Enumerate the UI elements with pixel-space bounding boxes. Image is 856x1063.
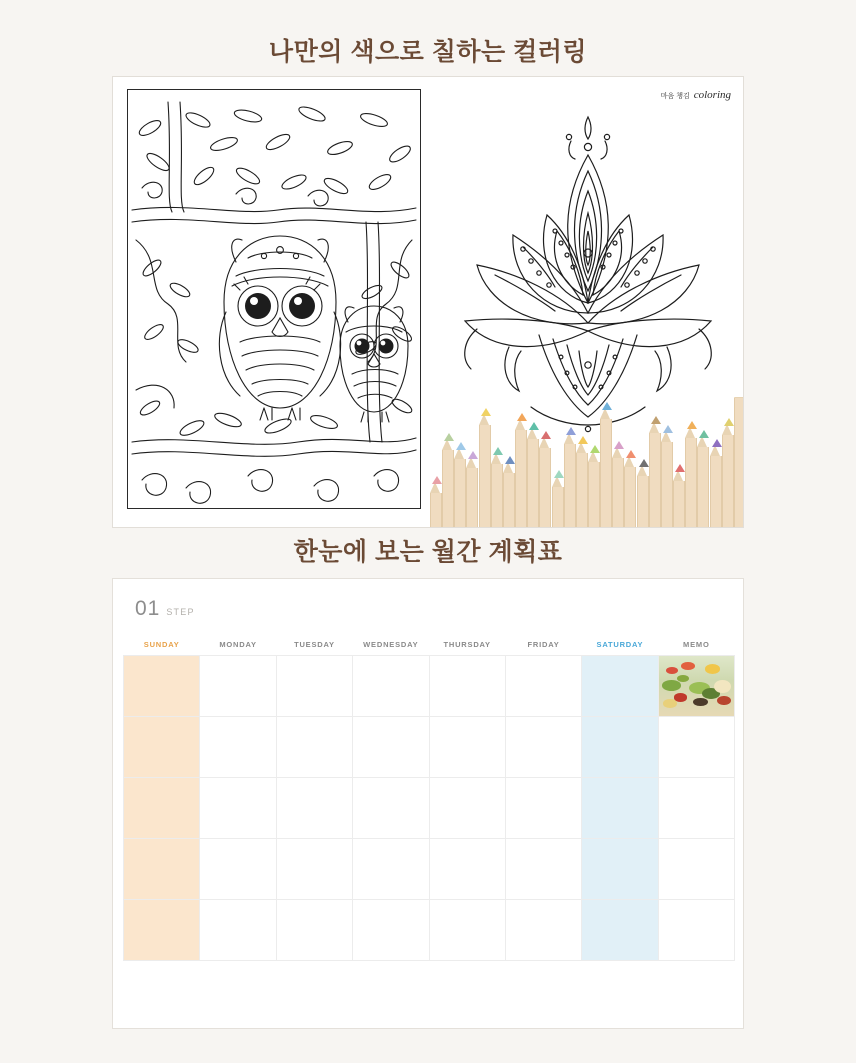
colored-pencil <box>588 462 600 527</box>
calendar-day-cell[interactable] <box>124 717 200 778</box>
colored-pencil <box>564 444 576 527</box>
calendar-day-cell[interactable] <box>582 717 658 778</box>
colored-pencil <box>710 456 722 527</box>
colored-pencil <box>600 419 612 527</box>
colored-pencil <box>661 442 673 527</box>
food-detail <box>663 699 677 707</box>
calendar-week-row <box>124 778 735 839</box>
calendar-day-cell[interactable] <box>353 656 429 717</box>
pencil-lead <box>626 450 636 458</box>
colored-pencil <box>637 476 649 527</box>
pencil-lead <box>505 456 515 464</box>
planner-step-label: STEP <box>166 607 195 617</box>
brand-name-en: coloring <box>693 89 731 101</box>
calendar-day-cell[interactable] <box>124 900 200 961</box>
pencil-lead <box>554 470 564 478</box>
planner-step-number: 01 <box>135 597 161 620</box>
page-title-coloring: 나만의 색으로 칠하는 컬러링 <box>268 38 588 66</box>
calendar-column-header: MEMO <box>683 639 710 649</box>
planner-step-header <box>135 597 195 621</box>
salad-photo-image <box>659 656 734 716</box>
calendar-day-cell[interactable] <box>658 839 734 900</box>
calendar-column-header: THURSDAY <box>443 639 491 649</box>
calendar-day-cell[interactable] <box>658 778 734 839</box>
page-title-planner: 한눈에 보는 월간 계획표 <box>293 538 563 566</box>
calendar-day-cell[interactable] <box>429 839 505 900</box>
calendar-day-cell[interactable] <box>200 656 276 717</box>
calendar-day-cell[interactable] <box>353 900 429 961</box>
colored-pencil <box>697 447 709 527</box>
pencil-lead <box>651 416 661 424</box>
calendar-week-row <box>124 839 735 900</box>
pencil-lead <box>493 447 503 455</box>
pencil-lead <box>699 430 709 438</box>
colored-pencil <box>612 458 624 527</box>
pencil-lead <box>712 439 722 447</box>
colored-pencil <box>442 450 454 527</box>
food-detail <box>662 680 682 691</box>
colored-pencil <box>515 430 527 527</box>
colored-pencil <box>539 448 551 527</box>
pencil-lead <box>724 418 734 426</box>
colored-pencils-photo <box>429 397 744 527</box>
calendar-day-cell[interactable] <box>658 900 734 961</box>
calendar-week-row <box>124 717 735 778</box>
pencil-lead <box>456 442 466 450</box>
pencil-lead <box>687 421 697 429</box>
calendar-day-cell[interactable] <box>353 839 429 900</box>
calendar-day-cell[interactable] <box>582 839 658 900</box>
food-detail <box>681 662 695 670</box>
pencil-lead <box>444 433 454 441</box>
colored-pencil <box>722 435 734 527</box>
pencil-lead <box>639 459 649 467</box>
calendar-column-header: MONDAY <box>219 639 257 649</box>
colored-pencil <box>454 459 466 527</box>
calendar-day-cell[interactable] <box>582 656 658 717</box>
calendar-day-cell[interactable] <box>658 717 734 778</box>
pencil-lead <box>663 425 673 433</box>
calendar-week-row <box>124 656 735 717</box>
colored-pencil <box>673 481 685 527</box>
colored-pencil <box>503 473 515 527</box>
calendar-day-cell[interactable] <box>505 900 581 961</box>
coloring-preview-panel <box>112 76 744 528</box>
lotus-mandala-svg <box>443 107 733 437</box>
lotus-mandala-line-art <box>443 107 733 437</box>
pencil-lead <box>602 402 612 410</box>
colored-pencil <box>624 467 636 527</box>
calendar-day-cell[interactable] <box>429 778 505 839</box>
food-detail <box>693 698 708 706</box>
calendar-day-cell[interactable] <box>505 656 581 717</box>
calendar-day-cell[interactable] <box>505 839 581 900</box>
pencil-lead <box>541 431 551 439</box>
monthly-planner-preview <box>112 578 744 1029</box>
calendar-day-cell[interactable] <box>124 839 200 900</box>
calendar-column-header: FRIDAY <box>527 639 560 649</box>
calendar-column-header: TUESDAY <box>294 639 335 649</box>
calendar-day-cell[interactable] <box>124 656 200 717</box>
food-detail <box>714 680 731 693</box>
pencil-lead <box>517 413 527 421</box>
colored-pencil <box>491 464 503 527</box>
calendar-day-cell[interactable] <box>276 717 352 778</box>
owl-line-art <box>127 89 421 509</box>
food-detail <box>677 675 689 682</box>
calendar-day-cell[interactable] <box>276 900 352 961</box>
calendar-column-header: SATURDAY <box>596 639 644 649</box>
colored-pencil <box>685 438 697 527</box>
colored-pencil <box>576 453 588 527</box>
calendar-week-row <box>124 900 735 961</box>
pencil-lead <box>566 427 576 435</box>
colored-pencil <box>649 433 661 527</box>
pencil-tip <box>734 397 744 398</box>
calendar-column-header: WEDNESDAY <box>363 639 419 649</box>
food-detail <box>666 667 678 674</box>
pencil-lead <box>590 445 600 453</box>
colored-pencil <box>466 468 478 527</box>
pencil-lead <box>578 436 588 444</box>
calendar-day-cell[interactable] <box>429 900 505 961</box>
calendar-day-cell[interactable] <box>276 656 352 717</box>
food-detail <box>717 696 731 706</box>
colored-pencil <box>734 398 744 527</box>
calendar-day-cell[interactable] <box>200 717 276 778</box>
food-detail <box>705 664 720 674</box>
calendar-day-cell[interactable] <box>505 778 581 839</box>
calendar-day-cell[interactable] <box>353 717 429 778</box>
pencil-lead <box>468 451 478 459</box>
calendar-day-cell[interactable] <box>200 839 276 900</box>
brand-name-kr: 마음 챙김 <box>660 93 690 100</box>
pencil-lead <box>675 464 685 472</box>
calendar-header-row <box>124 633 735 656</box>
colored-pencil <box>479 425 491 527</box>
calendar-day-cell[interactable] <box>429 656 505 717</box>
pencil-lead <box>529 422 539 430</box>
pencil-lead <box>432 476 442 484</box>
calendar-day-cell[interactable] <box>353 778 429 839</box>
calendar-day-cell[interactable] <box>200 900 276 961</box>
owl-line-art-svg <box>128 90 420 508</box>
salad-photo <box>658 656 734 717</box>
colored-pencil <box>527 439 539 527</box>
calendar-day-cell[interactable] <box>429 717 505 778</box>
calendar-day-cell[interactable] <box>200 778 276 839</box>
pencil-lead <box>481 408 491 416</box>
calendar-day-cell[interactable] <box>582 900 658 961</box>
calendar-day-cell[interactable] <box>582 778 658 839</box>
calendar-day-cell[interactable] <box>276 839 352 900</box>
monthly-calendar-table <box>123 633 735 961</box>
calendar-column-header: SUNDAY <box>143 639 180 649</box>
calendar-day-cell[interactable] <box>124 778 200 839</box>
pencil-lead <box>614 441 624 449</box>
colored-pencil <box>430 493 442 527</box>
calendar-day-cell[interactable] <box>276 778 352 839</box>
calendar-day-cell[interactable] <box>505 717 581 778</box>
brand-mark <box>661 89 731 101</box>
colored-pencil <box>552 487 564 527</box>
